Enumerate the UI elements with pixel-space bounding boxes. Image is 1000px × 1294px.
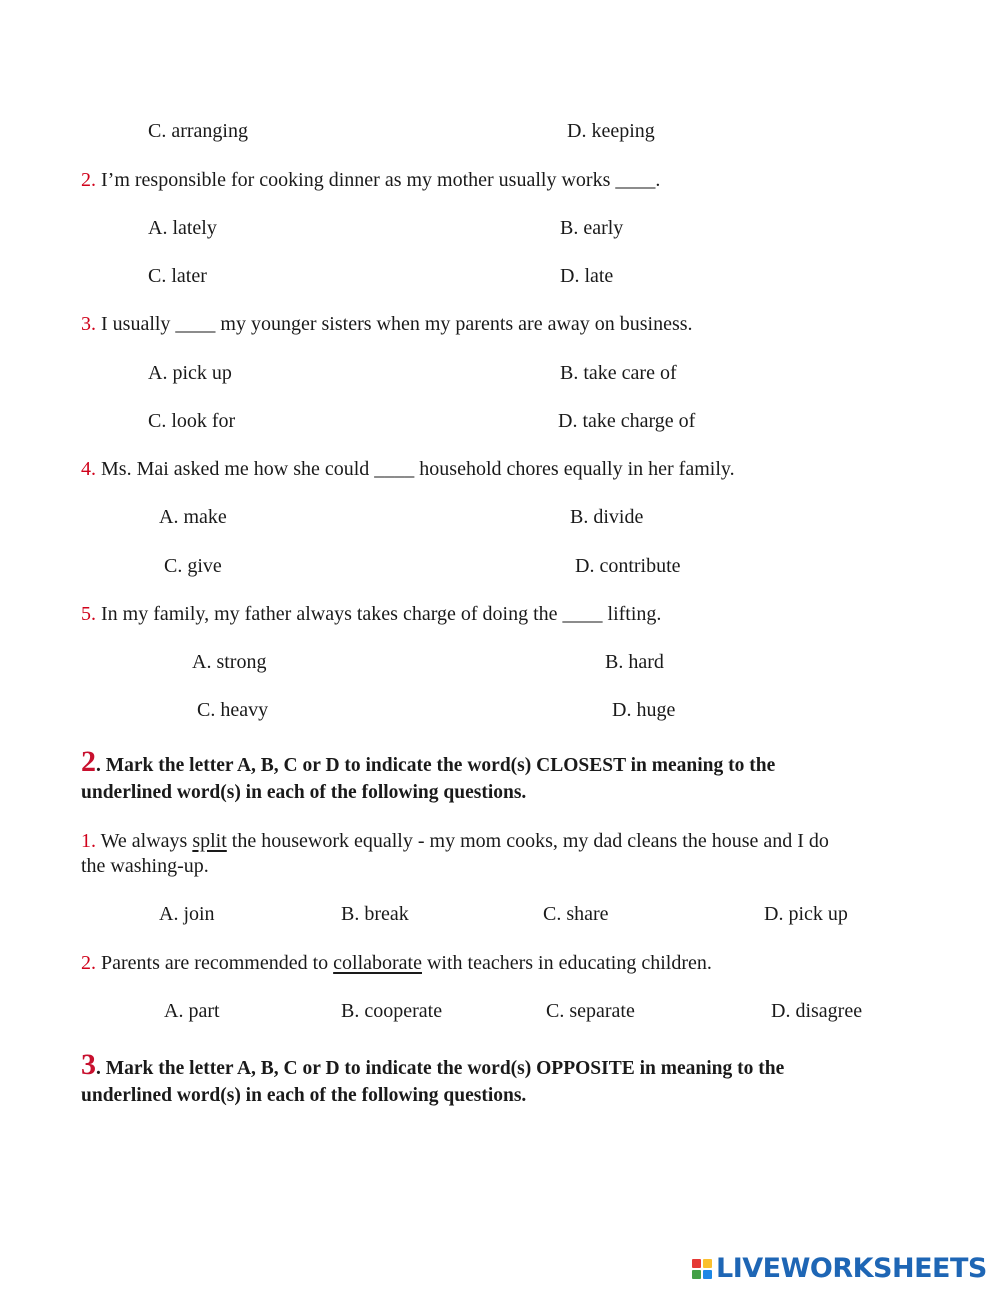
q4-option-c[interactable]: C. give [164, 555, 222, 577]
question-number: 5. [81, 603, 96, 625]
q5-option-b[interactable]: B. hard [605, 651, 664, 673]
question-number: 4. [81, 458, 96, 480]
s2-question-1-line2: the washing-up. [81, 855, 209, 877]
q2-option-a[interactable]: A. lately [148, 217, 217, 239]
s2q2-option-a[interactable]: A. part [164, 1000, 220, 1022]
s2-question-2 [81, 951, 712, 975]
question-number: 2. [81, 169, 96, 191]
question-text-post: with teachers in educating children. [421, 952, 712, 974]
section-instruction-line1: . Mark the letter A, B, C or D to indicate the word(s) CLOSEST in meaning to the [96, 755, 776, 776]
question-text: In my family, my father always takes charge of doing the ____ lifting. [101, 603, 662, 625]
s2q1-option-b[interactable]: B. break [341, 903, 409, 925]
q3-option-b[interactable]: B. take care of [560, 362, 677, 384]
q2-option-b[interactable]: B. early [560, 217, 624, 239]
q1-option-c[interactable]: C. arranging [148, 120, 248, 142]
section-number: 3 [81, 1048, 96, 1081]
question-number: 1. [81, 830, 96, 852]
s2-question-1 [81, 829, 829, 853]
section-instruction-line1: . Mark the letter A, B, C or D to indicate the word(s) OPPOSITE in meaning to the [96, 1058, 785, 1079]
q3-option-d[interactable]: D. take charge of [558, 410, 696, 432]
s2q2-option-c[interactable]: C. separate [546, 1000, 635, 1022]
q5-option-a[interactable]: A. strong [192, 651, 267, 673]
question-text-post: the housework equally - my mom cooks, my dad cleans the house and I do [226, 830, 829, 852]
q2-option-d[interactable]: D. late [560, 265, 614, 287]
underlined-word: split [192, 830, 227, 852]
question-text: I usually ____ my younger sisters when my parents are away on business. [101, 313, 693, 335]
underlined-word: collaborate [333, 952, 422, 974]
question-text: I’m responsible for cooking dinner as my mother usually works ____. [101, 169, 661, 191]
question-3 [81, 312, 693, 336]
section-instruction-line2: underlined word(s) in each of the following questions. [81, 782, 527, 803]
brand-name: LIVEWORKSHEETS [716, 1253, 987, 1284]
liveworksheets-logo-icon [692, 1259, 712, 1279]
question-number: 2. [81, 952, 96, 974]
q5-option-c[interactable]: C. heavy [197, 699, 269, 721]
section-3-heading [81, 1048, 785, 1109]
q4-option-b[interactable]: B. divide [570, 506, 644, 528]
q3-option-a[interactable]: A. pick up [148, 362, 232, 384]
section-number: 2 [81, 745, 96, 778]
s2q1-option-a[interactable]: A. join [159, 903, 215, 925]
question-5 [81, 602, 661, 626]
s2q2-option-b[interactable]: B. cooperate [341, 1000, 443, 1022]
q5-option-d[interactable]: D. huge [612, 699, 676, 721]
s2q1-option-c[interactable]: C. share [543, 903, 609, 925]
q4-option-d[interactable]: D. contribute [575, 555, 681, 577]
q2-option-c[interactable]: C. later [148, 265, 207, 287]
section-2-heading [81, 745, 776, 806]
question-text-pre: Parents are recommended to [101, 952, 334, 974]
question-text-pre: We always [100, 830, 193, 852]
q3-option-c[interactable]: C. look for [148, 410, 236, 432]
question-number: 3. [81, 313, 96, 335]
q4-option-a[interactable]: A. make [159, 506, 227, 528]
question-2 [81, 168, 660, 192]
question-4 [81, 457, 735, 481]
liveworksheets-logo [692, 1253, 987, 1284]
q1-option-d[interactable]: D. keeping [567, 120, 655, 142]
question-text: Ms. Mai asked me how she could ____ household chores equally in her family. [101, 458, 735, 480]
s2q1-option-d[interactable]: D. pick up [764, 903, 848, 925]
s2q2-option-d[interactable]: D. disagree [771, 1000, 863, 1022]
section-instruction-line2: underlined word(s) in each of the following questions. [81, 1085, 527, 1106]
